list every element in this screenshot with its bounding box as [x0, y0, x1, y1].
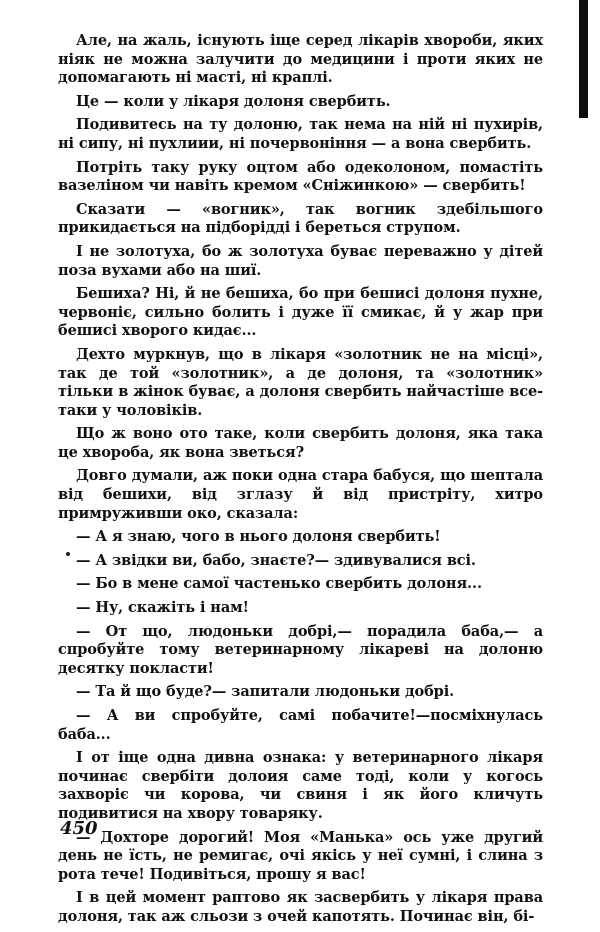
paragraph: І не золотуха, бо ж золотуха буває переважно у дітей поза вухами або на шиї. [58, 242, 543, 279]
paragraph: Це — коли у лікаря долоня свербить. [76, 92, 391, 110]
dialogue-line: — Бо в мене самої частенько свербить долоня... [76, 575, 482, 593]
page-number: 450 [60, 818, 98, 839]
paragraph: Довго думали, аж поки одна стара бабуся, що шептала від бешихи, від зглазу й від пристріту, хитро примруживши око, сказала: [58, 467, 543, 522]
dialogue-line: — А ви спробуйте, самі побачите!—посміхнулась баба... [58, 707, 543, 743]
paragraph: Але, на жаль, існують іще серед лікарів хвороби, яких ніяк не можна залучити до медицини і проти яких не допомагають ні масті, ні краплі. [58, 32, 543, 87]
page-body [58, 32, 543, 932]
dialogue-line: — Дохторе дорогий! Моя «Манька» ось уже другий день не їсть, не ремигає, очі якісь у неї сумні, і слина з рота тече! Подивіться, прошу я вас! [58, 828, 543, 883]
dialogue-line: — Та й що буде?— запитали людоньки добрі. [76, 683, 455, 701]
dialogue-line: — А звідки ви, бабо, знаєте?— здивувалися всі. [76, 551, 476, 569]
dialogue-line: — Ну, скажіть і нам! [76, 599, 249, 617]
dialogue-line: — От що, людоньки добрі,— порадила баба,— а спробуйте тому ветеринарному лікареві на долоню десятку покласти! [58, 622, 543, 677]
paragraph: Дехто муркнув, що в лікаря «золотник не на місці», так де той «золотник», а де долоня, та «золотник» тільки в жінок буває, а долоня свербить найчастіше все-таки у чоловіків. [58, 345, 543, 419]
scan-edge-bar [579, 0, 588, 118]
paragraph: Сказати — «вогник», так вогник здебільшого прикидається на підборідді і береться струпом. [58, 200, 543, 237]
dialogue-line: — А я знаю, чого в нього долоня свербить! [76, 528, 441, 546]
paragraph: І в цей момент раптово як засвербить у лікаря права долоня, так аж сльози з очей капотять. Починає він, бі- [58, 889, 543, 925]
paragraph: Бешиха? Ні, й не бешиха, бо при бешисі долоня пухне, червоніє, сильно болить і дуже її смикає, й у жар при бешисі хворого кидає... [58, 285, 543, 340]
paragraph: Потріть таку руку оцтом або одеколоном, помастіть вазеліном чи навіть кремом «Сніжинкою» — свербить! [58, 158, 543, 195]
paragraph: Подивитесь на ту долоню, так нема на ній ні пухирів, ні сипу, ні пухлиии, ні почервоніння — а вона свербить. [58, 116, 543, 152]
paragraph: І от іще одна дивна ознака: у ветеринарного лікаря починає свербіти долоия саме тоді, коли у когось захворіє чи корова, чи свиня і як його кличуть подивитися на хвору товаряку. [58, 749, 543, 822]
paragraph: Що ж воно ото таке, коли свербить долоня, яка така це хвороба, як вона зветься? [58, 425, 543, 461]
